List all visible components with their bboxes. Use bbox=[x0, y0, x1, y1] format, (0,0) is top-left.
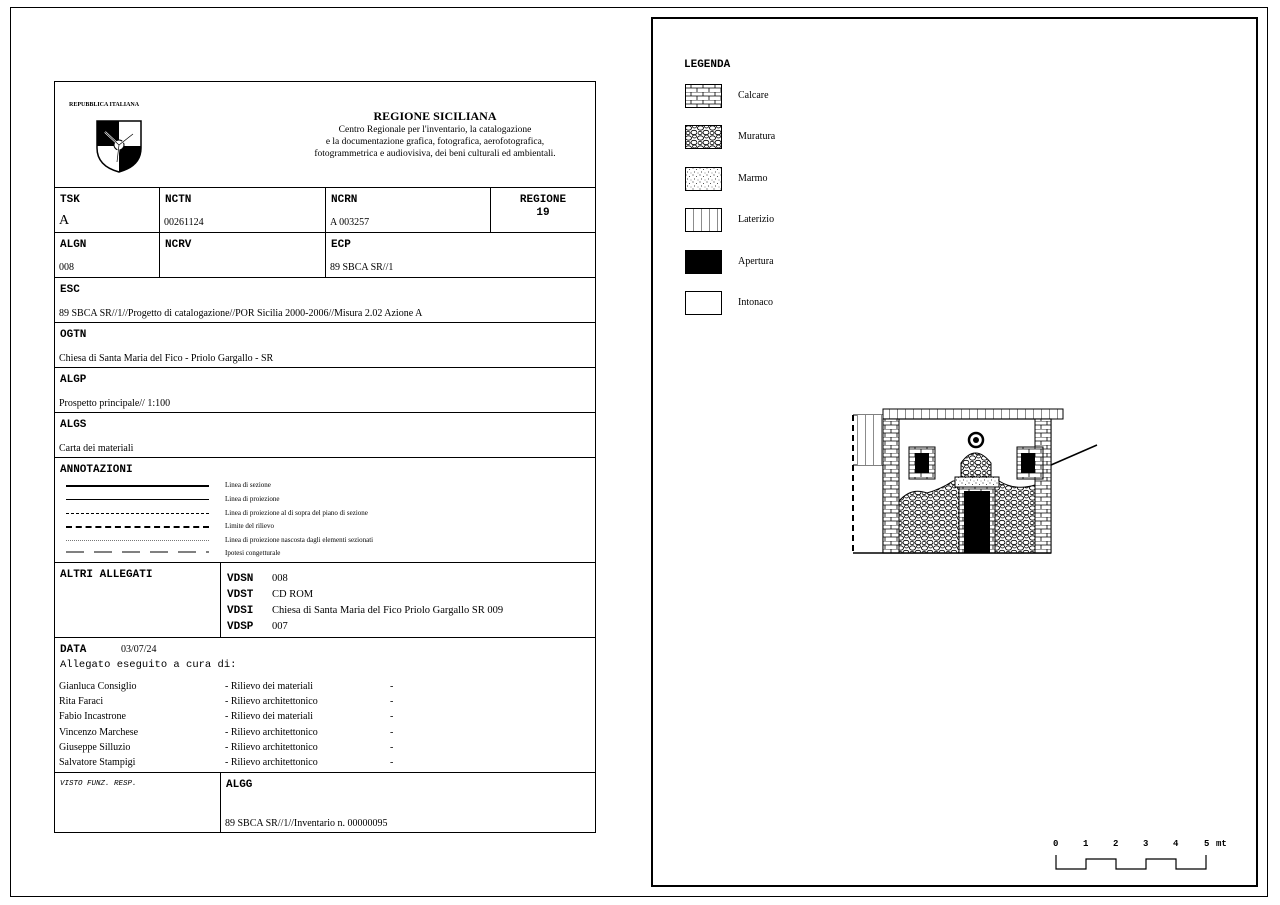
drawing-panel bbox=[651, 17, 1258, 887]
ann-label-6: Ipotesi congetturale bbox=[225, 549, 281, 557]
row-algs bbox=[55, 412, 595, 458]
legend-label: Laterizio bbox=[738, 214, 775, 225]
dots-pattern-icon bbox=[685, 167, 722, 191]
section-line-sample bbox=[66, 485, 209, 487]
visto-label: VISTO FUNZ. RESP. bbox=[60, 780, 137, 788]
esc-value: 89 SBCA SR//1//Progetto di catalogazione//POR Sicilia 2000-2006//Misura 2.02 Azione A bbox=[59, 308, 423, 319]
ann-label-1: Linea di sezione bbox=[225, 481, 271, 489]
row-esc bbox=[55, 277, 595, 323]
stone-pattern-icon bbox=[685, 125, 722, 149]
solid-pattern-icon bbox=[685, 250, 722, 274]
projection-line-sample bbox=[66, 499, 209, 500]
card-header bbox=[55, 82, 595, 187]
algp-value: Prospetto principale// 1:100 bbox=[59, 398, 171, 409]
scale-bar-graphic bbox=[1053, 853, 1213, 873]
allegato-vdst: VDST CD ROM bbox=[227, 589, 314, 601]
center-line-2: e la documentazione grafica, fotografica, aerofotografica, bbox=[325, 137, 545, 147]
scale-tick-4: 4 bbox=[1173, 839, 1179, 849]
scale-tick-2: 2 bbox=[1113, 839, 1119, 849]
ogtn-value: Chiesa di Santa Maria del Fico - Priolo Gargallo - SR bbox=[59, 353, 274, 364]
catalog-card bbox=[54, 81, 596, 833]
ann-label-5: Linea di proiezione nascosta dagli elementi sezionati bbox=[225, 536, 374, 544]
tsk-value: A bbox=[59, 213, 70, 228]
brick-pattern-icon bbox=[685, 84, 722, 108]
header-title-block bbox=[285, 109, 585, 160]
cell-nctn bbox=[159, 188, 325, 233]
row-algn bbox=[55, 232, 595, 278]
cell-allegati-label bbox=[55, 563, 220, 638]
region-title: REGIONE SICILIANA bbox=[373, 109, 497, 123]
ann-label-2: Linea di proiezione bbox=[225, 495, 280, 503]
center-line-3: fotogrammetrica e audiovisiva, dei beni culturali ed ambientali. bbox=[314, 149, 556, 159]
annotazioni-label: ANNOTAZIONI bbox=[60, 464, 133, 476]
blank-pattern-icon bbox=[685, 291, 722, 315]
cell-ncrn bbox=[325, 188, 490, 233]
nctn-value: 00261124 bbox=[164, 217, 204, 228]
cell-tsk bbox=[55, 188, 159, 233]
conjecture-line-sample bbox=[66, 551, 209, 554]
regione-value: 19 bbox=[536, 207, 550, 219]
allegato-vdsp: VDSP 007 bbox=[227, 621, 288, 633]
scale-tick-0: 0 bbox=[1053, 839, 1059, 849]
legend-label: Marmo bbox=[738, 173, 768, 184]
row-annotazioni bbox=[55, 457, 595, 563]
data-date: 03/07/24 bbox=[121, 644, 157, 655]
data-label: DATA bbox=[60, 644, 87, 656]
legend-label: Intonaco bbox=[738, 297, 773, 308]
algn-value: 008 bbox=[59, 262, 74, 273]
esc-label: ESC bbox=[60, 284, 80, 296]
regione-label: REGIONE bbox=[519, 194, 567, 206]
allegati-list bbox=[227, 570, 503, 634]
survey-limit-line-sample bbox=[66, 526, 209, 528]
above-projection-line-sample bbox=[66, 513, 209, 514]
tsk-label: TSK bbox=[60, 194, 80, 206]
nctn-label: NCTN bbox=[165, 194, 192, 206]
ann-label-4: Limite del rilievo bbox=[225, 522, 274, 530]
cell-algg bbox=[220, 773, 595, 832]
algs-label: ALGS bbox=[60, 419, 87, 431]
algs-value: Carta dei materiali bbox=[59, 443, 134, 454]
row-footer bbox=[55, 772, 595, 832]
allegato-vdsi: VDSI Chiesa di Santa Maria del Fico Priolo Gargallo SR 009 bbox=[227, 605, 504, 617]
ncrn-value: A 003257 bbox=[330, 217, 370, 228]
cura-label: Allegato eseguito a cura di: bbox=[60, 659, 237, 671]
scale-tick-5: 5 bbox=[1204, 839, 1210, 849]
legend-label: Calcare bbox=[738, 90, 769, 101]
row-data: DATA 03/07/24 Allegato eseguito a cura di: Gianluca Consiglio - Rilievo dei materiali - Rita Faraci - Rilievo architettonico - Fabio Incastrone - Rilievo dei materiali - Vincenzo Marchese - Rilievo architettonico - Giuseppe Silluzio - Rilievo architettonico - Salvatore Stampigi - Rilievo architettonico - bbox=[55, 637, 595, 773]
cell-ncrv bbox=[159, 233, 325, 278]
hidden-line-sample bbox=[66, 540, 209, 541]
ncrv-label: NCRV bbox=[165, 239, 192, 251]
scale-unit: mt bbox=[1216, 839, 1227, 849]
scale-tick-1: 1 bbox=[1083, 839, 1089, 849]
cell-visto bbox=[55, 773, 220, 832]
ann-label-3: Linea di proiezione al di sopra del piano di sezione bbox=[225, 509, 368, 517]
algn-label: ALGN bbox=[60, 239, 87, 251]
cell-ecp bbox=[325, 233, 595, 278]
ncrn-label: NCRN bbox=[331, 194, 358, 206]
center-line-1: Centro Regionale per l'inventario, la catalogazione bbox=[338, 125, 532, 135]
row-tsk bbox=[55, 187, 595, 233]
ogtn-label: OGTN bbox=[60, 329, 87, 341]
ecp-label: ECP bbox=[331, 239, 351, 251]
allegato-vdsn: VDSN 008 bbox=[227, 573, 288, 585]
cell-regione bbox=[490, 188, 595, 233]
scale-bar bbox=[1053, 839, 1243, 875]
facade-elevation-drawing bbox=[849, 405, 1099, 557]
region-crest-icon bbox=[93, 118, 145, 174]
ecp-value: 89 SBCA SR//1 bbox=[330, 262, 394, 273]
row-allegati bbox=[55, 562, 595, 638]
legend-label: Muratura bbox=[738, 131, 776, 142]
cell-allegati-list bbox=[220, 563, 595, 638]
allegati-label: ALTRI ALLEGATI bbox=[60, 569, 153, 581]
cell-algn bbox=[55, 233, 159, 278]
legend-title: LEGENDA bbox=[684, 59, 731, 71]
scale-tick-3: 3 bbox=[1143, 839, 1149, 849]
vertical-pattern-icon bbox=[685, 208, 722, 232]
legend-label: Apertura bbox=[738, 256, 774, 267]
republic-label: REPUBBLICA ITALIANA bbox=[69, 102, 140, 108]
row-ogtn bbox=[55, 322, 595, 368]
algg-label: ALGG bbox=[226, 779, 253, 791]
row-algp bbox=[55, 367, 595, 413]
algp-label: ALGP bbox=[60, 374, 87, 386]
algg-value: 89 SBCA SR//1//Inventario n. 00000095 bbox=[225, 818, 388, 829]
